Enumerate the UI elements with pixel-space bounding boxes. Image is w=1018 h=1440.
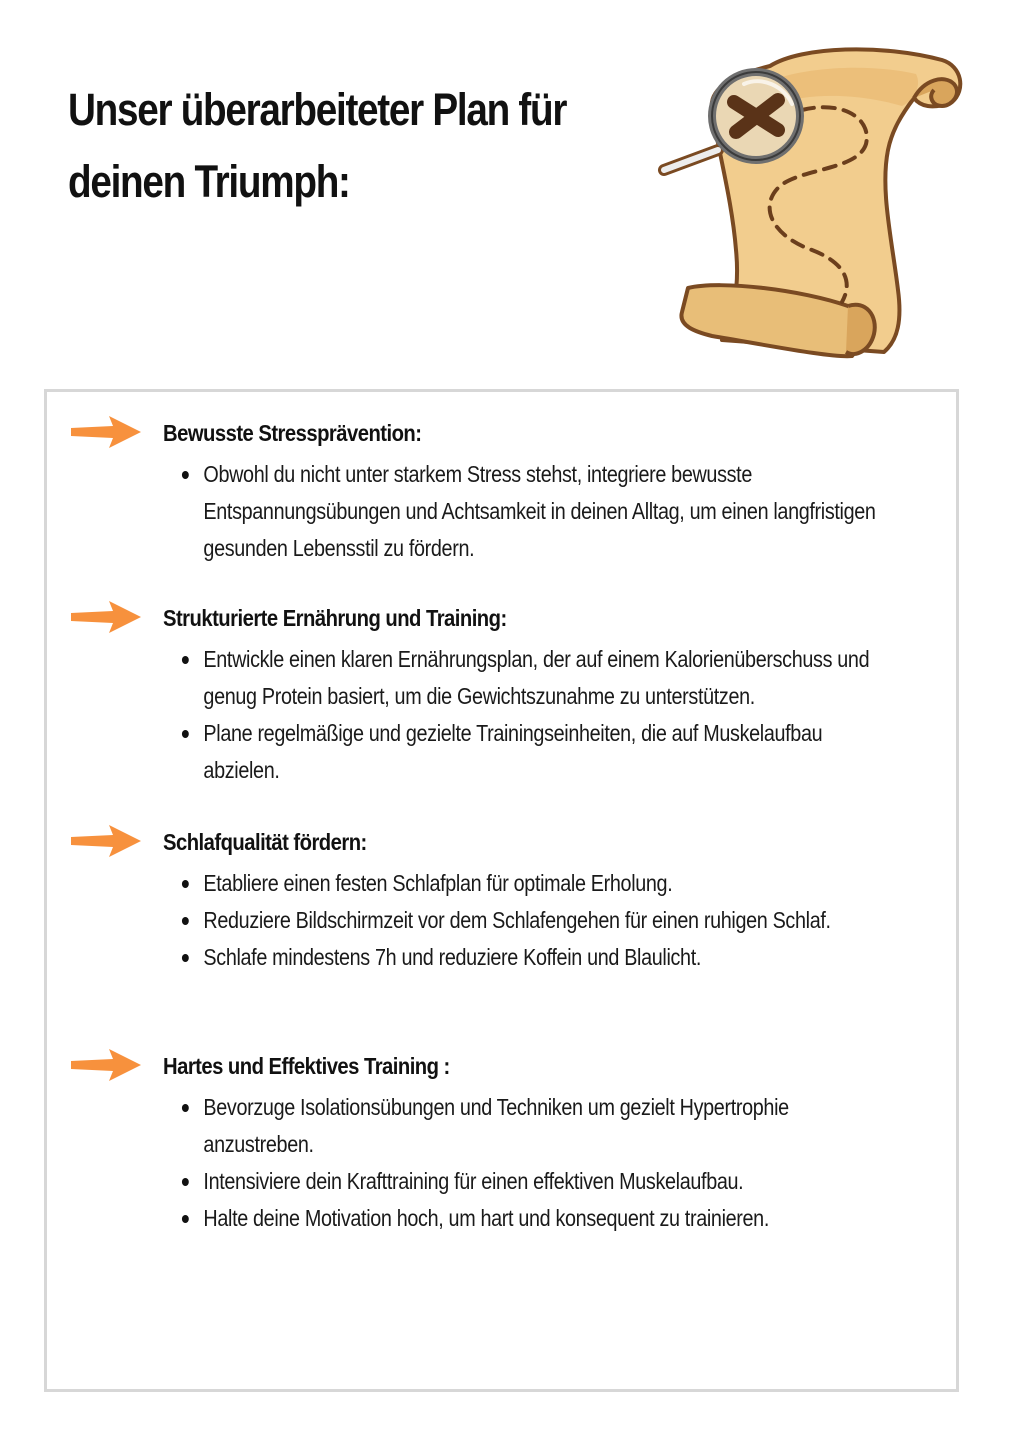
page-title: Unser überarbeiteter Plan für deinen Triumph: — [68, 84, 567, 207]
bullet-icon — [182, 954, 189, 962]
bullet-icon — [182, 656, 189, 664]
bullet-icon — [182, 917, 189, 925]
list-item — [163, 902, 891, 939]
list-item-text: Halte deine Motivation hoch, um hart und konsequent zu trainieren. — [203, 1205, 769, 1231]
bullet-icon — [182, 471, 189, 479]
list-item — [163, 641, 891, 715]
content-box — [44, 389, 959, 1392]
list-item — [163, 715, 891, 789]
arrow-right-icon — [69, 1047, 143, 1083]
bullet-icon — [182, 1104, 189, 1112]
list-item-text: Schlafe mindestens 7h und reduziere Koffein und Blaulicht. — [203, 944, 702, 970]
list-item — [163, 1163, 891, 1200]
section-heading: Hartes und Effektives Training : — [163, 1053, 450, 1079]
list-item-text: Reduziere Bildschirmzeit vor dem Schlafengehen für einen ruhigen Schlaf. — [203, 907, 831, 933]
list-item — [163, 939, 891, 976]
bullet-list — [163, 865, 1010, 976]
bullet-list — [163, 456, 1010, 567]
bullet-icon — [182, 1178, 189, 1186]
arrow-right-icon — [69, 599, 143, 635]
bullet-list — [163, 641, 1010, 789]
section-heading: Strukturierte Ernährung und Training: — [163, 605, 507, 631]
bullet-icon — [182, 1215, 189, 1223]
treasure-map-scroll-icon — [652, 40, 968, 370]
bullet-icon — [182, 730, 189, 738]
arrow-right-icon — [69, 414, 143, 450]
bullet-icon — [182, 880, 189, 888]
arrow-right-icon — [69, 823, 143, 859]
list-item-text: Bevorzuge Isolationsübungen und Techniken um gezielt Hypertrophie anzustreben. — [203, 1094, 789, 1157]
bullet-list — [163, 1089, 1010, 1237]
section-heading: Schlafqualität fördern: — [163, 829, 367, 855]
list-item — [163, 456, 891, 567]
list-item-text: Entwickle einen klaren Ernährungsplan, der auf einem Kalorienüberschuss und genug Protein basiert, um die Gewichtszunahme zu unterstützen. — [203, 646, 870, 709]
section-heading: Bewusste Stressprävention: — [163, 420, 422, 446]
list-item — [163, 865, 891, 902]
list-item — [163, 1089, 891, 1163]
list-item-text: Plane regelmäßige und gezielte Trainingseinheiten, die auf Muskelaufbau abzielen. — [203, 720, 823, 783]
list-item-text: Intensiviere dein Krafttraining für einen effektiven Muskelaufbau. — [203, 1168, 744, 1194]
list-item-text: Obwohl du nicht unter starkem Stress stehst, integriere bewusste Entspannungsübungen und Achtsamkeit in deinen Alltag, um einen langfristigen gesunden Lebensstil zu fördern. — [203, 461, 876, 561]
list-item-text: Etabliere einen festen Schlafplan für optimale Erholung. — [203, 870, 673, 896]
list-item — [163, 1200, 891, 1237]
